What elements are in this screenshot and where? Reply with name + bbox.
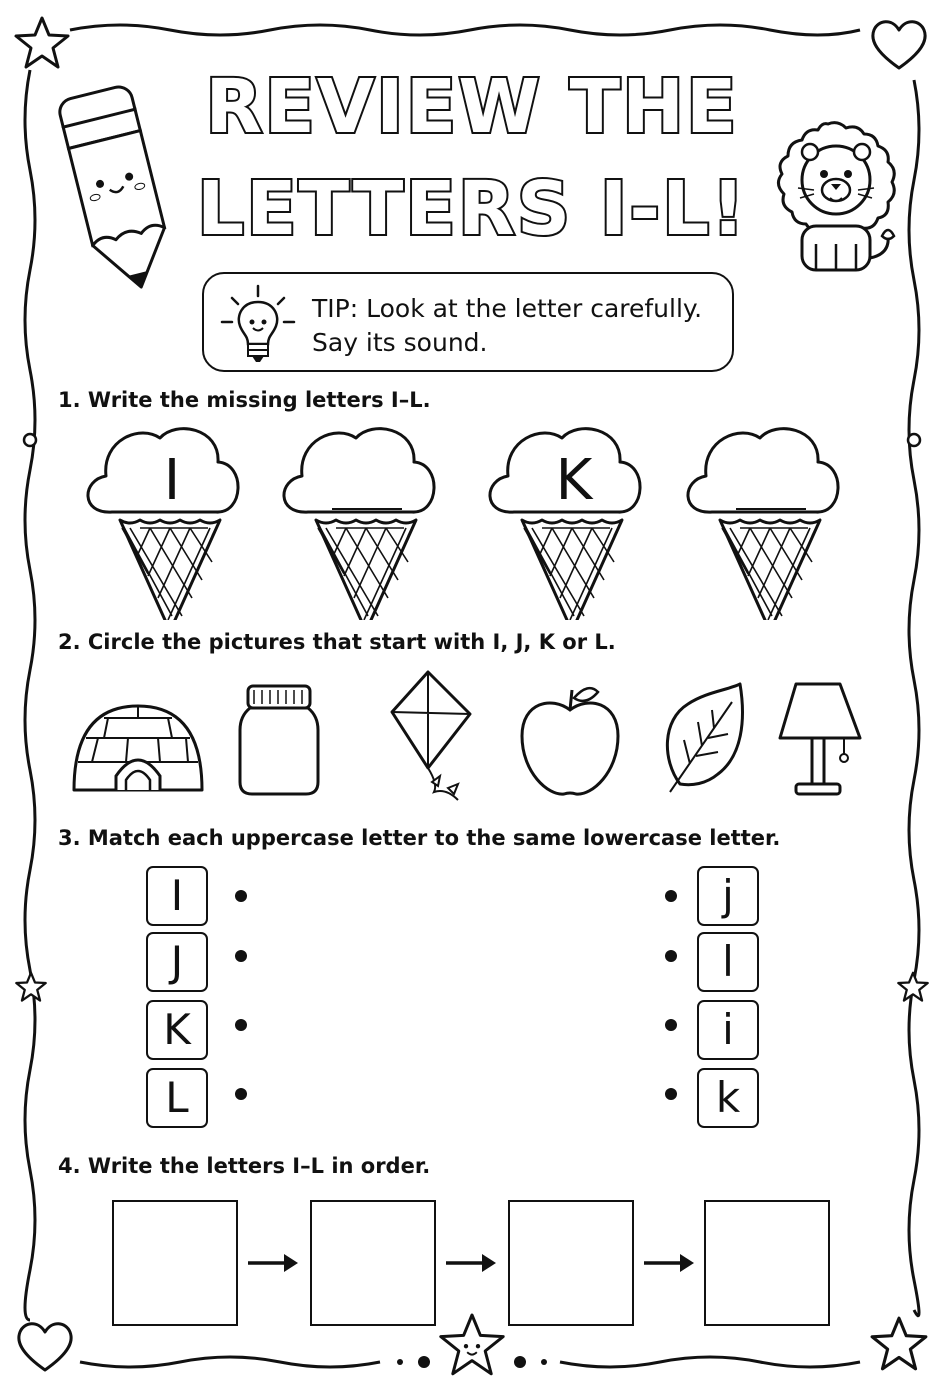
kite-icon[interactable] xyxy=(388,668,480,808)
question-2-prompt: 2. Circle the pictures that start with I, J, K or L. xyxy=(58,630,616,654)
jar-icon[interactable] xyxy=(236,682,322,798)
page-title-line-2: LETTERS I-L! xyxy=(196,166,748,252)
star-icon xyxy=(896,970,930,1004)
cone-4 xyxy=(688,429,838,620)
arrow-right-icon xyxy=(246,1252,300,1274)
match-dot-left[interactable] xyxy=(235,1019,247,1031)
uppercase-letter-box: I xyxy=(146,866,208,926)
tip-line-1: Look at the letter carefully. xyxy=(366,294,703,323)
tip-text xyxy=(312,292,702,360)
writing-box-1[interactable] xyxy=(112,1200,238,1326)
tip-label: TIP: xyxy=(312,294,359,323)
lowercase-letter-box: i xyxy=(697,1000,759,1060)
tip-line-2: Say its sound. xyxy=(312,328,488,357)
question-3-prompt: 3. Match each uppercase letter to the same lowercase letter. xyxy=(58,826,781,850)
tip-box xyxy=(202,272,734,372)
match-dot-left[interactable] xyxy=(235,950,247,962)
lightbulb-icon xyxy=(218,282,298,366)
writing-box-3[interactable] xyxy=(508,1200,634,1326)
heart-icon xyxy=(868,14,930,72)
star-icon xyxy=(868,1314,930,1374)
leaf-icon[interactable] xyxy=(662,680,748,796)
lowercase-letter-box: k xyxy=(697,1068,759,1128)
star-icon xyxy=(14,970,48,1004)
writing-box-4[interactable] xyxy=(704,1200,830,1326)
writing-box-2[interactable] xyxy=(310,1200,436,1326)
match-dot-right[interactable] xyxy=(665,950,677,962)
cone-1-letter: I xyxy=(163,448,181,513)
match-dot-right[interactable] xyxy=(665,890,677,902)
page-title-line-1: REVIEW THE xyxy=(205,64,739,150)
lamp-icon[interactable] xyxy=(776,678,868,800)
heart-icon xyxy=(14,1316,76,1374)
cone-3-letter: K xyxy=(555,448,593,513)
arrow-right-icon xyxy=(444,1252,498,1274)
question-1-prompt: 1. Write the missing letters I–L. xyxy=(58,388,431,412)
uppercase-letter-box: J xyxy=(146,932,208,992)
match-dot-right[interactable] xyxy=(665,1019,677,1031)
match-dot-left[interactable] xyxy=(235,1088,247,1100)
match-dot-left[interactable] xyxy=(235,890,247,902)
star-icon xyxy=(12,14,72,72)
apple-icon[interactable] xyxy=(516,680,624,800)
smiling-star-icon xyxy=(436,1310,508,1380)
lowercase-letter-box: j xyxy=(697,866,759,926)
uppercase-letter-box: K xyxy=(146,1000,208,1060)
cone-2 xyxy=(284,429,434,620)
question-4-prompt: 4. Write the letters I–L in order. xyxy=(58,1154,431,1178)
lowercase-letter-box: l xyxy=(697,932,759,992)
uppercase-letter-box: L xyxy=(146,1068,208,1128)
arrow-right-icon xyxy=(642,1252,696,1274)
match-dot-right[interactable] xyxy=(665,1088,677,1100)
igloo-icon[interactable] xyxy=(68,700,208,796)
